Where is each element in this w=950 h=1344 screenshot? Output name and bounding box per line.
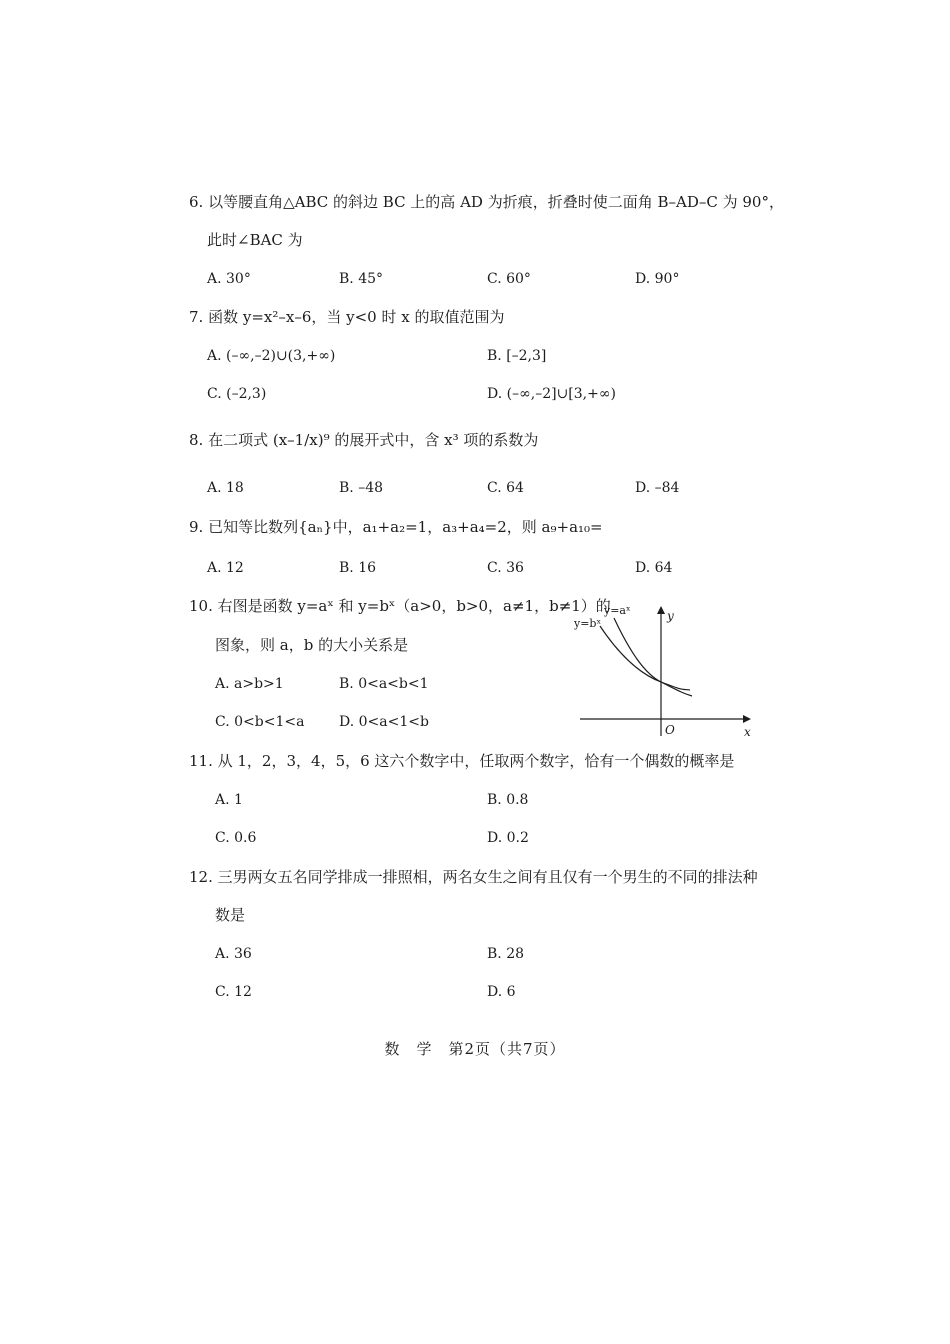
question-6-stem: 6. 以等腰直角△ABC 的斜边 BC 上的高 AD 为折痕，折叠时使二面角 B–AD–C 为 90°，	[189, 193, 784, 211]
question-8-option-a: A. 18	[207, 480, 244, 496]
question-9-option-d: D. 64	[635, 560, 673, 576]
question-6-option-a: A. 30°	[207, 271, 251, 287]
question-11-stem: 11. 从 1，2，3，4，5，6 这六个数字中，任取两个数字，恰有一个偶数的概率是	[189, 752, 735, 770]
graph-y-arrow	[657, 606, 665, 614]
graph-curve-a	[614, 618, 692, 696]
question-6-option-b: B. 45°	[339, 271, 384, 287]
question-10-option-c: C. 0<b<1<a	[215, 714, 305, 730]
question-11-option-a: A. 1	[215, 792, 243, 808]
question-6-option-c: C. 60°	[487, 271, 531, 287]
question-7-option-d: D. (–∞,–2]∪[3,+∞)	[487, 386, 616, 402]
question-12-option-c: C. 12	[215, 984, 252, 1000]
question-9-option-a: A. 12	[207, 560, 244, 576]
question-10-stem-cont: 图象，则 a，b 的大小关系是	[215, 636, 409, 654]
question-10-option-b: B. 0<a<b<1	[339, 676, 429, 692]
question-6-option-d: D. 90°	[635, 271, 680, 287]
question-7-option-a: A. (–∞,–2)∪(3,+∞)	[207, 348, 336, 364]
question-12-option-d: D. 6	[487, 984, 516, 1000]
graph-x-arrow	[743, 715, 751, 723]
question-12-stem-cont: 数是	[215, 906, 246, 924]
question-8-option-d: D. –84	[635, 480, 680, 496]
exponential-graph	[570, 596, 755, 741]
graph-label-b: y=bˣ	[574, 617, 602, 630]
question-9-option-b: B. 16	[339, 560, 377, 576]
question-9-option-c: C. 36	[487, 560, 524, 576]
page-footer: 数 学 第2页（共7页）	[384, 1040, 566, 1058]
question-8-option-b: B. –48	[339, 480, 384, 496]
question-11-option-d: D. 0.2	[487, 830, 529, 846]
question-6-stem-cont: 此时∠BAC 为	[207, 231, 303, 249]
question-11-option-c: C. 0.6	[215, 830, 257, 846]
question-12-stem: 12. 三男两女五名同学排成一排照相，两名女生之间有且仅有一个男生的不同的排法种	[189, 868, 758, 886]
question-10-stem: 10. 右图是函数 y=aˣ 和 y=bˣ（a>0，b>0，a≠1，b≠1）的	[189, 597, 611, 615]
question-12-option-a: A. 36	[215, 946, 252, 962]
question-8-stem: 8. 在二项式 (x–1/x)⁹ 的展开式中，含 x³ 项的系数为	[189, 431, 539, 449]
question-12-option-b: B. 28	[487, 946, 525, 962]
question-9-stem: 9. 已知等比数列{aₙ}中，a₁+a₂=1，a₃+a₄=2，则 a₉+a₁₀=	[189, 518, 603, 536]
graph-label-x: x	[744, 725, 751, 739]
graph-curve-b	[600, 626, 690, 690]
graph-label-y: y	[667, 609, 674, 623]
question-7-option-b: B. [–2,3]	[487, 348, 547, 364]
question-8-option-c: C. 64	[487, 480, 524, 496]
question-7-option-c: C. (–2,3)	[207, 386, 267, 402]
graph-label-a: y=aˣ	[604, 604, 631, 617]
question-7-stem: 7. 函数 y=x²–x–6，当 y<0 时 x 的取值范围为	[189, 308, 505, 326]
question-10-option-d: D. 0<a<1<b	[339, 714, 429, 730]
question-10-option-a: A. a>b>1	[215, 676, 284, 692]
question-11-option-b: B. 0.8	[487, 792, 529, 808]
graph-label-origin: O	[665, 723, 675, 737]
